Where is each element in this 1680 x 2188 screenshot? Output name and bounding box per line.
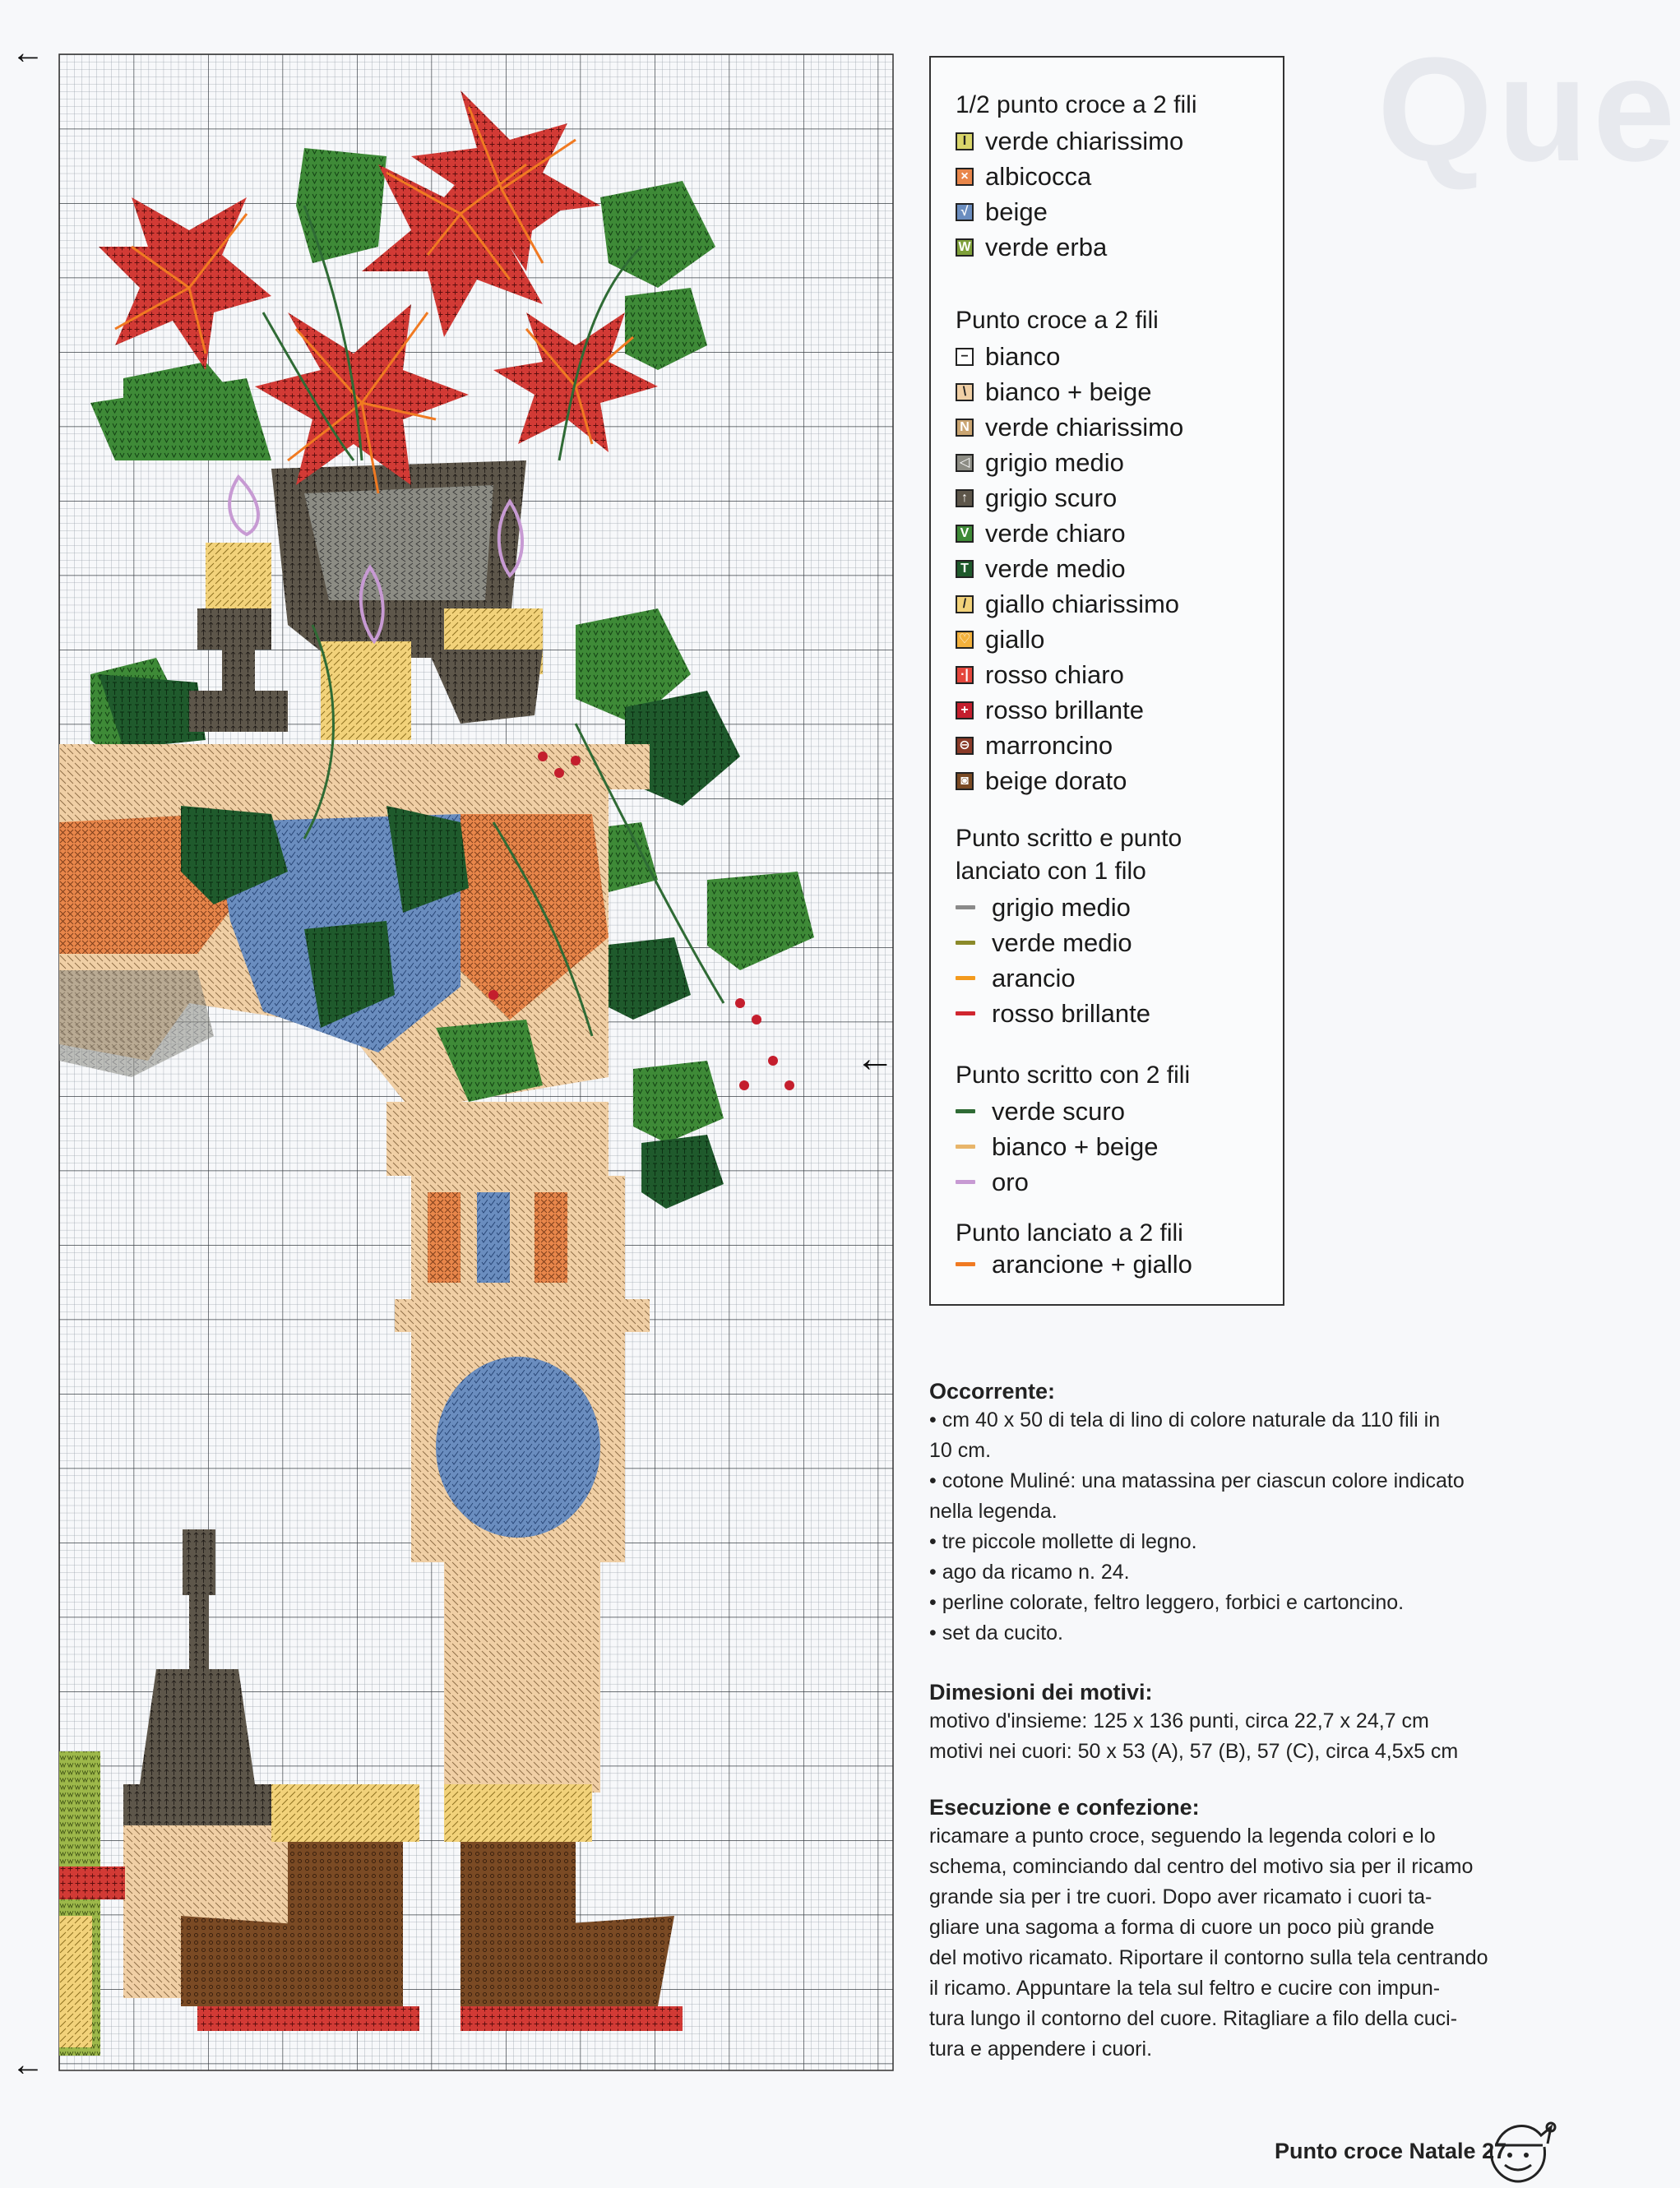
- legend-section-backstitch-1: [956, 822, 1275, 1031]
- legend-label: albicocca: [985, 161, 1092, 191]
- legend-swatch-icon: I: [956, 132, 974, 150]
- legend-item: [956, 551, 1275, 586]
- text-line: il ricamo. Appuntare la tela sul feltro e cucire con impun-: [929, 1977, 1441, 2000]
- legend-swatch-icon: ×: [956, 168, 974, 186]
- text-line: ricamare a punto croce, seguendo la legenda colori e lo: [929, 1825, 1436, 1848]
- legend-swatch-icon: √: [956, 203, 974, 221]
- legend-item: [956, 1094, 1275, 1129]
- arrow-center-icon: ←: [855, 1037, 895, 1080]
- legend-item: [956, 960, 1275, 996]
- execution-text: [929, 1821, 1497, 2065]
- legend-item: [956, 657, 1275, 692]
- legend-line-swatch-icon: [956, 1262, 975, 1266]
- legend-label: giallo: [985, 624, 1045, 654]
- legend-label: verde chiaro: [985, 518, 1126, 548]
- legend-item: [956, 516, 1275, 551]
- instructions-text: [929, 1377, 1497, 2065]
- text-line: nella legenda.: [929, 1500, 1058, 1523]
- text-line: • ago da ricamo n. 24.: [929, 1561, 1130, 1584]
- legend-label: rosso brillante: [992, 998, 1150, 1028]
- text-line: • cm 40 x 50 di tela di lino di colore naturale da 110 fili in: [929, 1409, 1441, 1432]
- legend-swatch-icon: /: [956, 595, 974, 613]
- legend-swatch-icon: ◙: [956, 772, 974, 790]
- legend-swatch-icon: \: [956, 383, 974, 401]
- legend-item: [956, 890, 1275, 925]
- legend-label: verde chiarissimo: [985, 126, 1184, 155]
- legend-swatch-icon: ·|: [956, 666, 974, 684]
- legend-label: giallo chiarissimo: [985, 589, 1180, 618]
- legend-swatch-icon: W: [956, 238, 974, 257]
- legend-list: [956, 1094, 1275, 1200]
- legend-swatch-icon: V: [956, 525, 974, 543]
- legend-label: beige dorato: [985, 766, 1127, 795]
- legend-label: grigio medio: [992, 892, 1131, 922]
- text-line: grande sia per i tre cuori. Dopo aver ricamato i cuori ta-: [929, 1885, 1432, 1908]
- text-line: tura e appendere i cuori.: [929, 2038, 1153, 2061]
- legend-swatch-icon: ⊖: [956, 737, 974, 755]
- legend-title-line-1: Punto scritto e punto: [956, 825, 1182, 852]
- legend-label: rosso brillante: [985, 695, 1144, 724]
- legend-line-swatch-icon: [956, 1180, 975, 1184]
- materials-list: [929, 1405, 1497, 1649]
- text-line: • set da cucito.: [929, 1621, 1064, 1644]
- legend-item: [956, 622, 1275, 657]
- text-line: 10 cm.: [929, 1439, 992, 1462]
- legend-swatch-icon: ↑: [956, 489, 974, 507]
- legend-title-line-2: lanciato con 1 filo: [956, 858, 1146, 885]
- legend-label: verde medio: [992, 927, 1132, 957]
- legend-label: verde chiarissimo: [985, 412, 1184, 442]
- legend-title: Punto lanciato a 2 fili: [956, 1219, 1183, 1247]
- text-line: • tre piccole mollette di legno.: [929, 1530, 1197, 1553]
- legend-swatch-icon: ◁: [956, 454, 974, 472]
- legend-title: 1/2 punto croce a 2 fili: [956, 91, 1197, 118]
- legend-label: verde scuro: [992, 1096, 1125, 1126]
- legend-swatch-icon: +: [956, 701, 974, 719]
- legend-label: bianco: [985, 341, 1061, 371]
- legend-label: bianco + beige: [985, 377, 1152, 406]
- legend-item: [956, 409, 1275, 445]
- text-line: • cotone Muliné: una matassina per ciascun colore indicato: [929, 1469, 1465, 1492]
- dimensions-heading: Dimesioni dei motivi:: [929, 1680, 1153, 1705]
- legend-item: [956, 123, 1275, 159]
- legend-label: arancio: [992, 963, 1076, 992]
- legend-label: verde medio: [985, 553, 1126, 583]
- legend-section-cross-stitch: [956, 304, 1275, 798]
- legend-line-swatch-icon: [956, 976, 975, 980]
- background-title-watermark: Que: [1377, 27, 1680, 192]
- legend-section-straight-stitch: [956, 1217, 1275, 1282]
- page-footer: [1275, 2139, 1506, 2164]
- legend-label: rosso chiaro: [985, 659, 1124, 689]
- legend-item: [956, 1164, 1275, 1200]
- text-line: tura lungo il contorno del cuore. Ritagliare a filo della cuci-: [929, 2007, 1458, 2030]
- page-number: 27: [1482, 2139, 1507, 2163]
- arrow-top-icon: ←: [12, 35, 44, 71]
- text-line: • perline colorate, feltro leggero, forbici e cartoncino.: [929, 1591, 1405, 1614]
- legend-list: [956, 339, 1275, 798]
- legend-list: [956, 123, 1275, 265]
- legend-title: Punto scritto con 2 fili: [956, 1062, 1191, 1089]
- legend-label: beige: [985, 197, 1048, 226]
- legend-label: verde erba: [985, 232, 1108, 261]
- legend-swatch-icon: −: [956, 348, 974, 366]
- legend-item: [956, 1129, 1275, 1164]
- legend-label: grigio scuro: [985, 483, 1118, 512]
- legend-swatch-icon: ♡: [956, 631, 974, 649]
- legend-item: [956, 586, 1275, 622]
- legend-title: Punto croce a 2 fili: [956, 307, 1159, 334]
- arrow-bottom-icon: ←: [12, 2047, 44, 2083]
- legend-line-swatch-icon: [956, 905, 975, 909]
- legend-label: grigio medio: [985, 447, 1124, 477]
- legend-item: [956, 996, 1275, 1031]
- materials-heading: Occorrente:: [929, 1379, 1056, 1404]
- legend-item: [956, 763, 1275, 798]
- legend-list: [956, 1247, 1275, 1282]
- text-line: motivo d'insieme: 125 x 136 punti, circa 22,7 x 24,7 cm: [929, 1709, 1429, 1732]
- legend-item: [956, 692, 1275, 728]
- execution-heading: Esecuzione e confezione:: [929, 1795, 1200, 1820]
- legend-item: [956, 925, 1275, 960]
- text-line: schema, cominciando dal centro del motivo sia per il ricamo: [929, 1855, 1474, 1878]
- legend-label: marroncino: [985, 730, 1113, 760]
- legend-swatch-icon: T: [956, 560, 974, 578]
- dimensions-list: [929, 1706, 1497, 1767]
- legend-item: [956, 374, 1275, 409]
- legend-item: [956, 728, 1275, 763]
- text-line: motivi nei cuori: 50 x 53 (A), 57 (B), 57 (C), circa 4,5x5 cm: [929, 1740, 1459, 1763]
- legend-label: oro: [992, 1167, 1029, 1196]
- color-legend: [929, 56, 1284, 1306]
- santa-face-icon: [1480, 2119, 1556, 2185]
- legend-item: [956, 194, 1275, 229]
- legend-item: [956, 339, 1275, 374]
- legend-label: arancione + giallo: [992, 1249, 1192, 1279]
- legend-item: [956, 480, 1275, 516]
- legend-label: bianco + beige: [992, 1131, 1159, 1161]
- legend-section-half-stitch: [956, 89, 1275, 265]
- legend-line-swatch-icon: [956, 1109, 975, 1113]
- legend-item: [956, 159, 1275, 194]
- magazine-title: Punto croce Natale: [1275, 2139, 1476, 2163]
- text-line: gliare una sagoma a forma di cuore un poco più grande: [929, 1916, 1435, 1939]
- legend-item: [956, 229, 1275, 265]
- text-line: del motivo ricamato. Riportare il contorno sulla tela centrando: [929, 1946, 1488, 1969]
- legend-line-swatch-icon: [956, 1011, 975, 1015]
- legend-swatch-icon: N: [956, 419, 974, 437]
- legend-list: [956, 890, 1275, 1031]
- legend-item: [956, 1247, 1275, 1282]
- legend-section-backstitch-2: [956, 1059, 1275, 1200]
- legend-item: [956, 445, 1275, 480]
- legend-line-swatch-icon: [956, 941, 975, 945]
- legend-line-swatch-icon: [956, 1145, 975, 1149]
